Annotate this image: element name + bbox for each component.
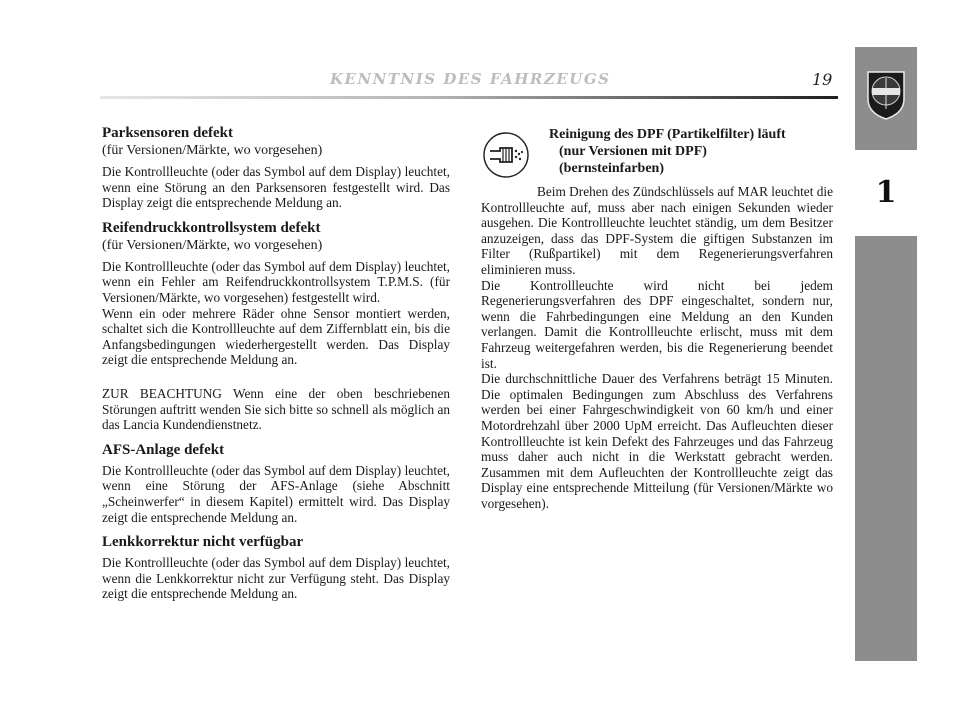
page-number: 19 (812, 70, 833, 89)
paragraph: Die Kontrollleuchte (oder das Symbol auf dem Display) leuchtet, wenn die Lenkkorrektur nicht zur Verfügung steht. Das Display zeigt die entsprechende Meldung an. (102, 555, 450, 602)
spacer (102, 376, 450, 386)
paragraph: Die Kontrollleuchte (oder das Symbol auf dem Display) leuchtet, wenn ein Fehler am Reifendruckkontrollsystem T.P.M.S. (für Versionen/Märkte, wo vorgesehen) festgestellt wird. (102, 258, 450, 305)
running-header-title: KENNTNIS DES FAHRZEUGS (330, 70, 611, 88)
section-afs (102, 441, 450, 525)
paragraph: Die Kontrollleuchte wird nicht bei jedem Regenerierungsverfahren des DPF eingeschaltet, sondern nur, wenn die Fahrbedingungen eine Meldung an den Kunden verlangen. Damit die Kontrollleuchte erlischt, muss mit dem Fahrzeug weitergefahren werden, bis die Regenerierung beendet ist. (481, 277, 833, 371)
paragraph: Die Kontrollleuchte (oder das Symbol auf dem Display) leuchtet, wenn eine Störung der AFS-Anlage (siehe Abschnitt „Scheinwerfer“ in diesem Kapitel) ermittelt wird. Das Display zeigt die entsprechende Meldung an. (102, 462, 450, 525)
dpf-heading (481, 126, 833, 184)
paragraph: Die durchschnittliche Dauer des Verfahrens beträgt 15 Minuten. Die optimalen Bedingungen zum Abschluss des Verfahrens werden bei einer Fahrgeschwindigkeit von 60 km/h und einer Motordrehzahl über 2000 UpM erreicht. Das Aufleuchten dieser Kontrollleuchte ist kein Defekt des Fahrzeuges und das Fahrzeug muss daher auch nicht in die Werkstatt gebracht werden. Zusammen mit dem Aufleuchten der Kontrollleuchte zeigt das Display eine entsprechende Mitteilung (für Versionen/Märkte wo vorgesehen). (481, 371, 833, 511)
section-tpms (102, 219, 450, 433)
lancia-logo-icon (864, 69, 908, 121)
right-column (481, 126, 833, 519)
dpf-title-line3: (bernsteinfarben) (559, 161, 664, 176)
section-title: Reifendruckkontrollsystem defekt (102, 219, 321, 236)
section-subtitle: (für Versionen/Märkte, wo vorgesehen) (102, 143, 323, 158)
left-column (102, 124, 450, 610)
section-steering-correction (102, 533, 450, 602)
chapter-number: 1 (875, 175, 897, 210)
header-rule (100, 96, 838, 99)
section-title: AFS-Anlage defekt (102, 441, 225, 458)
dpf-title (549, 126, 839, 177)
paragraph: Die Kontrollleuchte (oder das Symbol auf dem Display) leuchtet, wenn eine Störung an den Parksensoren festgestellt wird. Das Display zeigt die entsprechende Meldung an. (102, 164, 450, 211)
paragraph: Wenn ein oder mehrere Räder ohne Sensor montiert werden, schaltet sich die Kontrollleuchte auf dem Ziffernblatt ein, bis die Anfangsbedingungen wiederhergestellt werden. Das Display zeigt die entsprechende Meldung an. (102, 305, 450, 368)
dpf-filter-icon (481, 130, 531, 180)
dpf-title-line1: Reinigung des DPF (Partikelfilter) läuft (549, 127, 786, 142)
section-title: Lenkkorrektur nicht verfügbar (102, 534, 304, 551)
chapter-side-tab (855, 47, 917, 661)
paragraph: Beim Drehen des Zündschlüssels auf MAR leuchtet die Kontrollleuchte auf, muss aber nach einigen Sekunden wieder ausgehen. Die Kontrollleuchte leuchtet ständig, um dem Besitzer anzuzeigen, dass das DPF-System die giftigen Substanzen im Filter (Rußpartikel) mit dem Regenerierungsverfahren eliminieren muss. (481, 184, 833, 277)
dpf-title-line2: (nur Versionen mit DPF) (559, 144, 707, 159)
section-title: Parksensoren defekt (102, 125, 233, 141)
note-paragraph: ZUR BEACHTUNG Wenn eine der oben beschriebenen Störungen auftritt wenden Sie sich bitte so schnell als möglich an das Lancia Kundendienstnetz. (102, 385, 450, 433)
section-park-sensors (102, 124, 450, 211)
section-subtitle: (für Versionen/Märkte, wo vorgesehen) (102, 237, 323, 253)
